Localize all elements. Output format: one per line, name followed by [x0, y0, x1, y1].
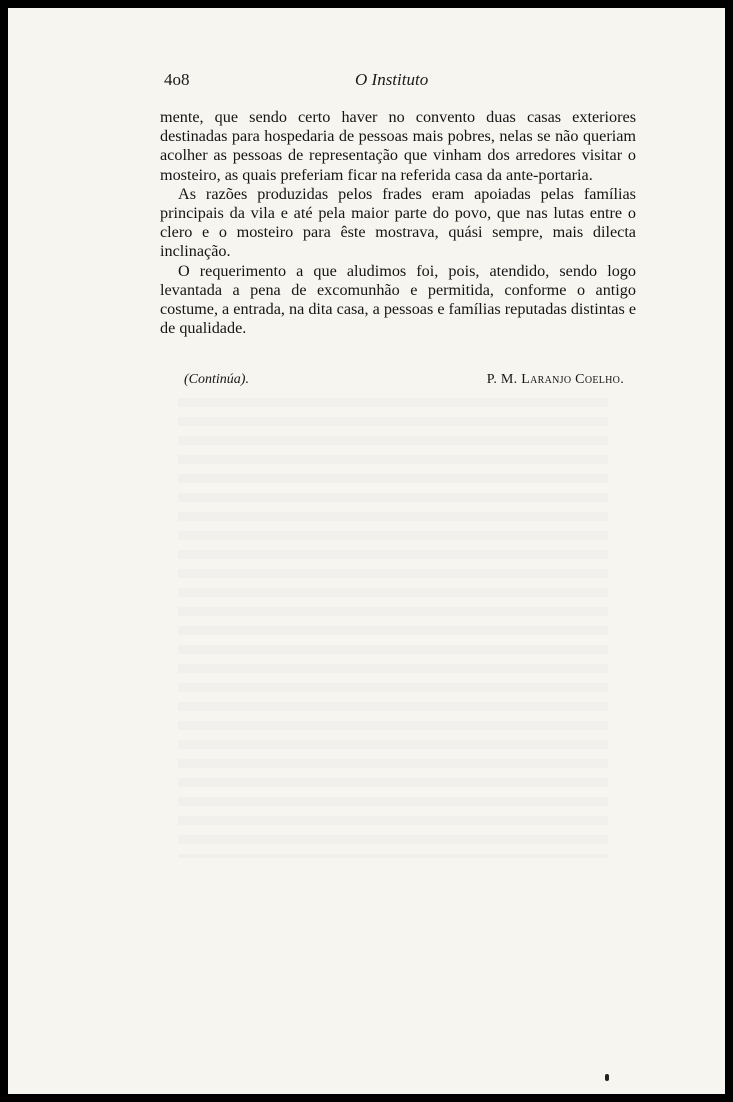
paragraph-3: O requerimento a que aludimos foi, pois, atendido, sendo logo levantada a pena de excomunhão e permitida, conforme o antigo costume, a entrada, na dita casa, a pessoas e famílias reputadas distintas e de qualidade. [160, 261, 637, 338]
paragraph-1: mente, que sendo certo haver no convento duas casas exteriores destinadas para hospedaria de pessoas mais pobres, nelas se não queriam acolher as pessoas de representação que vinham dos arredores visitar o mosteiro, as quais preferiam ficar na referida casa da ante-portaria. [160, 108, 636, 184]
article-footer [184, 372, 624, 396]
paragraph-2: As razões produzidas pelos frades eram apoiadas pelas famílias principais da vila e até pela maior parte do povo, que nas lutas entre o clero e o mosteiro para êste mostrava, quási sempre, mais dilecta inclinação. [160, 184, 636, 261]
ink-speck [605, 1074, 609, 1081]
continuation-note: (Continúa). [184, 372, 249, 387]
page-header [158, 66, 638, 96]
running-title: O Instituto [355, 70, 429, 89]
author-signature: P. M. Laranjo Coelho. [486, 372, 624, 387]
article-body [160, 108, 636, 338]
show-through-text [178, 398, 608, 858]
page-number: 4o8 [164, 70, 190, 89]
scanned-page [8, 8, 725, 1094]
